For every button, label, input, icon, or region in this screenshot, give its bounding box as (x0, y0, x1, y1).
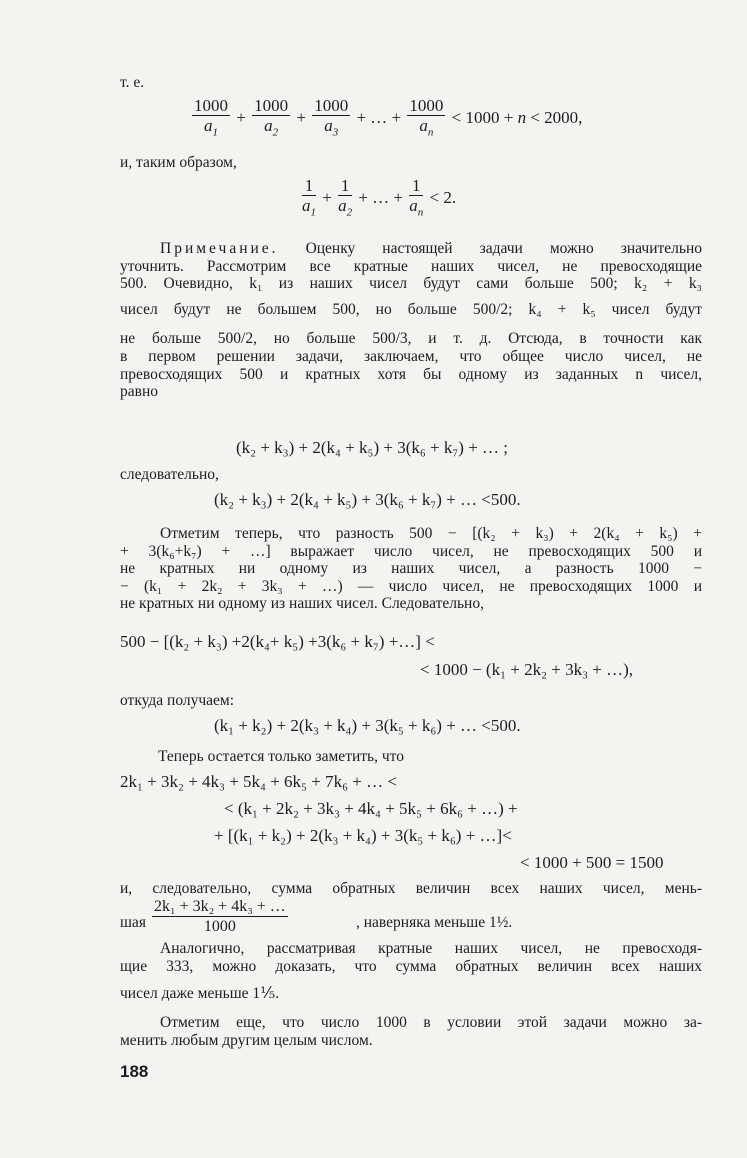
te-label: т. е. (120, 74, 145, 91)
sledovatelno-label: следовательно, (120, 466, 219, 483)
teper-label: Теперь остается только заметить, что (158, 748, 404, 765)
equation-4: (k₂ + k₃) + 2(k₄ + k₅) + 3(k₆ + k₇) + … <500. (214, 490, 521, 509)
par3-line2-end: , наверняка меньше 1½. (356, 914, 513, 931)
equation-5a: 500 − [(k₂ + k₃) +2(k₄+ k₅) +3(k₆ + k₇) +…] < (120, 632, 435, 651)
equation-2: $\frac{1}{a_1}$ + $\frac{1}{a_2}$ + … + $\frac{1}{a_n}$ < 2. (302, 176, 457, 219)
equation-3: (k₂ + k₃) + 2(k₄ + k₅) + 3(k₆ + k₇) + … ; (236, 438, 509, 457)
equation-7a: 2k₁ + 3k₂ + 4k₃ + 5k₄ + 6k₅ + 7k₆ + … < (120, 772, 397, 791)
equation-7d: < 1000 + 500 = 1500 (520, 853, 664, 872)
equation-7c: + [(k₁ + k₂) + 2(k₃ + k₄) + 3(k₅ + k₆) + …]< (214, 826, 512, 845)
paragraph-5: Отметим еще, что число 1000 в условии этой задачи можно за- менить любым другим целым числом. (120, 1014, 702, 1049)
page-number: 188 (120, 1062, 149, 1081)
par3-fraction: $\frac{\text{2k₁ + 3k₂ + 4k₃ + …}}{1000}$ (154, 898, 286, 935)
equation-7b: < (k₁ + 2k₂ + 3k₃ + 4k₄ + 5k₅ + 6k₆ + …) + (224, 799, 518, 818)
equation-1: $\frac{1000}{a_1}$ + $\frac{1000}{a_2}$ + $\frac{1000}{a_3}$ + … + $\frac{1000}{a_n}$ < 1000 + n < 2000, (194, 96, 583, 139)
paragraph-2: Отметим теперь, что разность 500 − [(k₂ + k₃) + 2(k₄ + k₅) + + 3(k₆+k₇) + …] выражает число чисел, не превосходящих 500 и не кратных ни одному из наших чисел, а разность 1000 − − (k₁ + 2k₂ + 3k₃ + …) — число чисел, не превосходящих 1000 и не кратных ни одному из наших чисел. Следовательно, (120, 525, 702, 613)
note-heading: Примечание. (160, 240, 279, 257)
par3-line2-start: шая (120, 914, 146, 931)
i-takim-label: и, таким образом, (120, 154, 237, 171)
equation-6: (k₁ + k₂) + 2(k₃ + k₄) + 3(k₅ + k₆) + … <500. (214, 716, 521, 735)
otkuda-label: откуда получаем: (120, 692, 235, 709)
paragraph-3: и, следовательно, сумма обратных величин всех наших чисел, мень- (120, 880, 702, 897)
note-paragraph: Примечание. Оценку настоящей задачи можно значительно уточнить. Рассмотрим все кратные наших чисел, не превосходящие 500. Очевидно, k₁ из наших чисел будут сами больше 500; k₂ + k₃ чисел будут не большем 500, но больше 500/2; k₄ + k₅ чисел будут не больше 500/2, но больше 500/3, и т. д. Отсюда, в точности как в первом решении задачи, заключаем, что общее число чисел, не превосходящих 500 и кратных хотя бы одному из заданных n чисел, равно (120, 240, 703, 401)
equation-5b: < 1000 − (k₁ + 2k₂ + 3k₃ + …), (420, 660, 634, 679)
paragraph-4: Аналогично, рассматривая кратные наших чисел, не превосходя- щие 333, можно доказать, что сумма обратных величин всех наших чисел даже меньше 1⅕. (120, 940, 702, 1003)
